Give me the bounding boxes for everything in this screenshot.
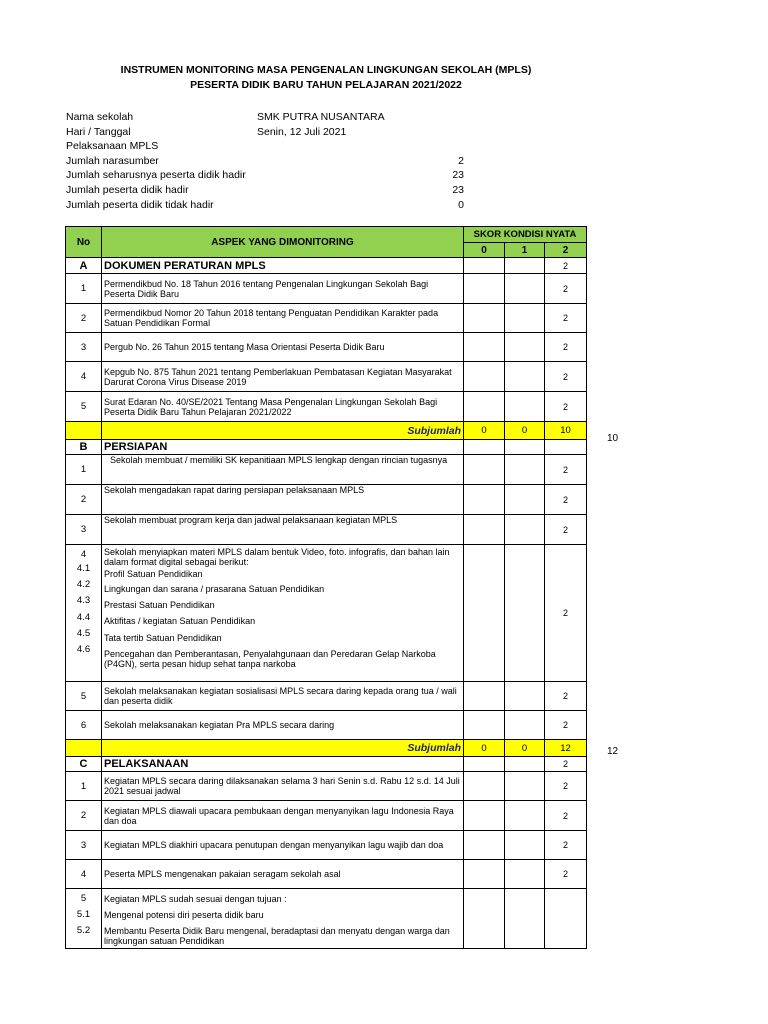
sub-aspect-text: Lingkungan dan sarana / prasarana Satuan Pendidikan [104, 584, 325, 594]
score-cell: 2 [545, 485, 587, 515]
sub-row-number: 4.5 [76, 627, 91, 639]
section-letter: B [66, 440, 102, 455]
aspect-text: Kegiatan MPLS diawali upacara pembukaan dengan menyanyikan lagu Indonesia Raya dan doa [102, 801, 464, 831]
section-total: 12 [607, 746, 619, 757]
score-cell: 2 [545, 515, 587, 545]
aspect-text: Peserta MPLS mengenakan pakaian seragam sekolah asal [102, 860, 464, 889]
row-number: 4 [66, 362, 102, 392]
label-hadir: Jumlah peserta didik hadir [66, 183, 189, 196]
value-hadir: 23 [452, 183, 464, 196]
aspect-text-content: Sekolah membuat / memiliki SK kepanitiaan MPLS lengkap dengan rincian tugasnya [110, 455, 448, 465]
aspect-text: Pergub No. 26 Tahun 2015 tentang Masa Orientasi Peserta Didik Baru [102, 333, 464, 362]
subtotal-label: Subjumlah [102, 740, 464, 757]
aspect-text: Sekolah mengadakan rapat daring persiapan pelaksanaan MPLS [102, 485, 464, 515]
header-score-1: 1 [505, 243, 545, 258]
score-cell: 2 [545, 362, 587, 392]
header-no: No [66, 227, 102, 258]
section-letter: C [66, 757, 102, 772]
row-number: 2 [66, 304, 102, 333]
section-letter: A [66, 258, 102, 274]
section-title: DOKUMEN PERATURAN MPLS [102, 258, 464, 274]
value-narasumber: 2 [458, 154, 464, 167]
subtotal-score-2: 10 [545, 422, 587, 440]
subtotal-score-0: 0 [464, 740, 505, 757]
row-number-group [66, 545, 102, 682]
sub-aspect-text: Aktifitas / kegiatan Satuan Pendidikan [104, 616, 256, 627]
label-nama-sekolah: Nama sekolah [66, 111, 134, 123]
aspect-text: Kegiatan MPLS diakhiri upacara penutupan dengan menyanyikan lagu wajib dan doa [102, 831, 464, 860]
aspect-text-group [102, 545, 464, 682]
sub-aspect-text: Mengenal potensi diri peserta didik baru [104, 910, 264, 921]
row-number: 4 [80, 549, 87, 560]
label-hari-tanggal: Hari / Tanggal [66, 125, 131, 138]
section-title: PELAKSANAAN [102, 757, 464, 772]
score-cell: 2 [545, 801, 587, 831]
score-cell: 2 [545, 392, 587, 422]
value-hari-tanggal: Senin, 12 Juli 2021 [257, 125, 347, 138]
aspect-text: Sekolah membuat program kerja dan jadwal pelaksanaan kegiatan MPLS [102, 515, 464, 545]
monitoring-table [65, 226, 587, 949]
row-number: 6 [66, 711, 102, 740]
sub-aspect-text: Pencegahan dan Pemberantasan, Penyalahgunaan dan Peredaran Gelap Narkoba (P4GN), serta pesan hidup sehat tanpa narkoba [104, 648, 436, 669]
document-title-line1: INSTRUMEN MONITORING MASA PENGENALAN LINGKUNGAN SEKOLAH (MPLS) [120, 64, 532, 76]
sub-row-number: 4.3 [76, 595, 91, 607]
label-pelaksanaan: Pelaksanaan MPLS [66, 140, 159, 153]
subtotal-score-1: 0 [505, 422, 545, 440]
subtotal-label: Subjumlah [102, 422, 464, 440]
score-cell: 2 [545, 545, 587, 682]
score-cell: 2 [545, 772, 587, 801]
aspect-text: Permendikbud No. 18 Tahun 2016 tentang Pengenalan Lingkungan Sekolah Bagi Peserta Didik Baru [102, 274, 464, 304]
score-cell: 2 [545, 831, 587, 860]
score-cell: 2 [545, 258, 587, 274]
section-total: 10 [607, 433, 619, 444]
aspect-text: Kepgub No. 875 Tahun 2021 tentang Pemberlakuan Pembatasan Kegiatan Masyarakat Darurat Corona Virus Disease 2019 [102, 362, 464, 392]
row-number: 5 [66, 682, 102, 711]
sub-row-number: 5.1 [76, 909, 91, 921]
score-cell: 2 [545, 757, 587, 772]
score-cell: 2 [545, 455, 587, 485]
document-title-line2: PESERTA DIDIK BARU TAHUN PELAJARAN 2021/2022 [190, 79, 462, 91]
school-info [66, 110, 476, 212]
label-tidak-hadir: Jumlah peserta didik tidak hadir [66, 198, 214, 211]
row-number: 4 [66, 860, 102, 889]
aspect-text: Sekolah melaksanakan kegiatan Pra MPLS secara daring [102, 711, 464, 740]
section-title: PERSIAPAN [102, 440, 464, 455]
header-skor: SKOR KONDISI NYATA [464, 227, 587, 243]
sub-row-number: 4.6 [76, 644, 91, 656]
aspect-text-group [102, 889, 464, 949]
row-number: 3 [66, 515, 102, 545]
value-tidak-hadir: 0 [458, 198, 464, 211]
score-cell: 2 [545, 274, 587, 304]
aspect-text: Sekolah menyiapkan materi MPLS dalam bentuk Video, foto. infografis, dan bahan lain dalam format digital sebagai berikut: [104, 547, 450, 567]
sub-row-number: 4.1 [76, 563, 91, 574]
header-aspek: ASPEK YANG DIMONITORING [102, 227, 464, 258]
row-number: 5 [66, 392, 102, 422]
sub-aspect-text: Profil Satuan Pendidikan [104, 569, 203, 579]
score-cell: 2 [545, 304, 587, 333]
sub-aspect-text: Membantu Peserta Didik Baru mengenal, beradaptasi dan menyatu dengan warga dan lingkungan satuan Pendidikan [104, 926, 450, 947]
label-seharusnya-hadir: Jumlah seharusnya peserta didik hadir [66, 169, 246, 182]
subtotal-score-2: 12 [545, 740, 587, 757]
aspect-text: Surat Edaran No. 40/SE/2021 Tentang Masa Pengenalan Lingkungan Sekolah Bagi Peserta Didik Baru Tahun Pelajaran 2021/2022 [102, 392, 464, 422]
aspect-text [102, 455, 464, 485]
score-cell: 2 [545, 711, 587, 740]
row-number: 2 [66, 801, 102, 831]
sub-aspect-text: Tata tertib Satuan Pendidikan [104, 632, 222, 643]
subtotal-score-0: 0 [464, 422, 505, 440]
row-number: 1 [66, 455, 102, 485]
subtotal-score-1: 0 [505, 740, 545, 757]
aspect-text: Kegiatan MPLS secara daring dilaksanakan selama 3 hari Senin s.d. Rabu 12 s.d. 14 Juli 2021 sesuai jadwal [102, 772, 464, 801]
aspect-text: Sekolah melaksanakan kegiatan sosialisasi MPLS secara daring kepada orang tua / wali dan peserta didik [102, 682, 464, 711]
sub-row-number: 4.4 [76, 611, 91, 623]
score-cell: 2 [545, 682, 587, 711]
row-number: 1 [66, 772, 102, 801]
value-seharusnya-hadir: 23 [452, 169, 464, 182]
value-nama-sekolah: SMK PUTRA NUSANTARA [257, 111, 385, 123]
aspect-text: Permendikbud Nomor 20 Tahun 2018 tentang Penguatan Pendidikan Karakter pada Satuan Pendidikan Formal [102, 304, 464, 333]
header-score-2: 2 [545, 243, 587, 258]
aspect-text: Kegiatan MPLS sudah sesuai dengan tujuan : [104, 894, 287, 904]
row-number-group [66, 889, 102, 949]
row-number: 3 [66, 831, 102, 860]
sub-row-number: 4.2 [76, 579, 91, 591]
row-number: 1 [66, 274, 102, 304]
score-cell: 2 [545, 333, 587, 362]
label-narasumber: Jumlah narasumber [66, 154, 159, 167]
header-score-0: 0 [464, 243, 505, 258]
row-number: 2 [66, 485, 102, 515]
row-number: 3 [66, 333, 102, 362]
row-number: 5 [80, 893, 87, 904]
sub-row-number: 5.2 [76, 925, 91, 937]
sub-aspect-text: Prestasi Satuan Pendidikan [104, 600, 215, 611]
score-cell: 2 [545, 860, 587, 889]
